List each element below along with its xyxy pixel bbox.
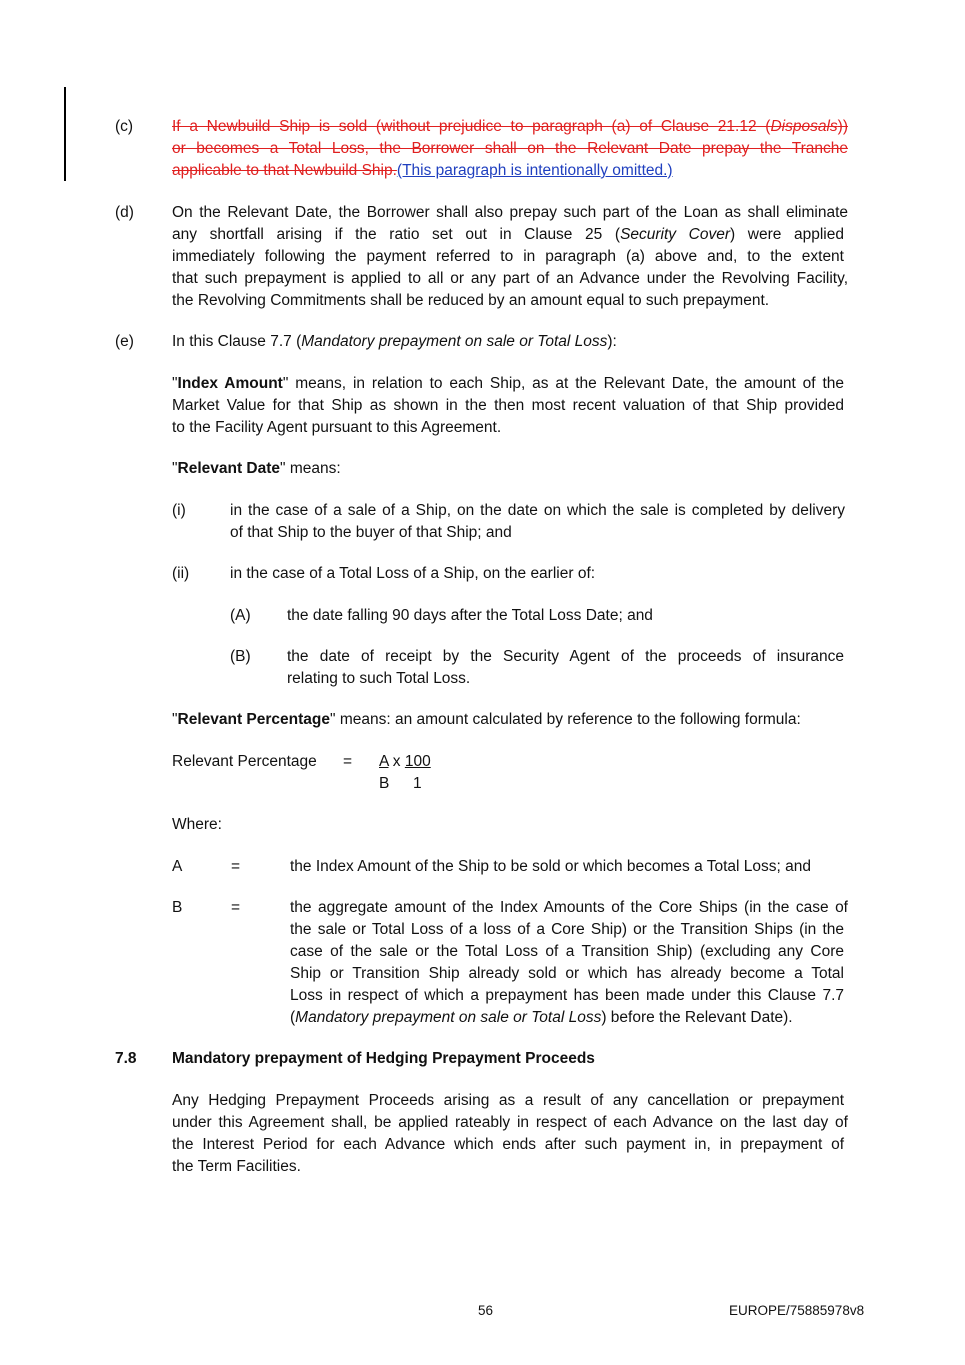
relevant-date-term: Relevant Date bbox=[177, 460, 281, 477]
para-c-deleted-line-2: or becomes a Total Loss, the Borrower shall on the Relevant Date prepay the Tranche bbox=[172, 140, 848, 157]
definition-b-line-5: Loss in respect of which a prepayment has been made under this Clause 7.7 bbox=[290, 987, 844, 1004]
formula-numerator bbox=[379, 751, 431, 773]
para-e-intro: In this Clause 7.7 (Mandatory prepayment on sale or Total Loss): bbox=[172, 333, 617, 350]
para-c-inserted-text: (This paragraph is intentionally omitted.) bbox=[396, 162, 673, 179]
relevant-date-B-line-2: relating to such Total Loss. bbox=[287, 670, 471, 687]
definition-a-symbol: A bbox=[172, 858, 183, 875]
relevant-date-ii-label: (ii) bbox=[172, 565, 190, 582]
page-number: 56 bbox=[478, 1303, 494, 1318]
relevant-date-B-line-1: the date of receipt by the Security Agent of the proceeds of insurance bbox=[287, 648, 844, 665]
para-c-line-3 bbox=[172, 160, 673, 182]
formula-numerator-a: A bbox=[379, 753, 389, 770]
section-7-8-number: 7.8 bbox=[115, 1050, 137, 1067]
para-d-label: (d) bbox=[115, 204, 134, 221]
definition-b-symbol: B bbox=[172, 899, 183, 916]
revision-change-bar bbox=[64, 87, 66, 181]
formula-times: x bbox=[392, 753, 401, 770]
relevant-percentage-term: Relevant Percentage bbox=[177, 711, 331, 728]
index-amount-line-2: Market Value for that Ship as shown in the then most recent valuation of that Ship provided bbox=[172, 397, 844, 414]
relevant-date-i-line-1: in the case of a sale of a Ship, on the date on which the sale is completed by delivery bbox=[230, 502, 845, 519]
definition-b-equals: = bbox=[231, 899, 241, 916]
definition-b-line-3: case of the sale or the Total Loss of a Transition Ship) (excluding any Core bbox=[290, 943, 844, 960]
definition-b-line-2: the sale or Total Loss of a loss of a Core Ship) or the Transition Ships (in the bbox=[290, 921, 844, 938]
relevant-date-A-text: the date falling 90 days after the Total Loss Date; and bbox=[287, 607, 653, 624]
definition-b-line-4: Ship or Transition Ship already sold or which has already become a Total bbox=[290, 965, 844, 982]
relevant-date-i-label: (i) bbox=[172, 502, 186, 519]
para-d-line-3: immediately following the payment referred to in paragraph (a) above and, to the extent bbox=[172, 248, 844, 265]
definition-b-line-1: the aggregate amount of the Index Amounts of the Core Ships (in the case of bbox=[290, 899, 848, 916]
section-7-8-line-4: the Term Facilities. bbox=[172, 1158, 301, 1175]
para-c-deleted-line-1: If a Newbuild Ship is sold (without prejudice to paragraph (a) of Clause 21.12 (Disposals)) bbox=[172, 118, 848, 135]
para-c-label: (c) bbox=[115, 118, 134, 135]
section-7-8-line-1: Any Hedging Prepayment Proceeds arising as a result of any cancellation or prepayment bbox=[172, 1092, 844, 1109]
section-7-8-line-3: the Interest Period for each Advance which ends after such payment in, in prepayment of bbox=[172, 1136, 844, 1153]
relevant-date-A-label: (A) bbox=[230, 607, 251, 624]
relevant-percentage-heading: "Relevant Percentage" means: an amount calculated by reference to the following formula: bbox=[172, 711, 801, 728]
para-d-line-4: that such prepayment is applied to all or any part of an Advance under the Revolving Facility, bbox=[172, 270, 848, 287]
section-7-8-line-2: under this Agreement shall, be applied rateably in respect of each Advance on the last day of bbox=[172, 1114, 848, 1131]
formula-denominator-1: 1 bbox=[413, 775, 422, 792]
definition-b-line-6: (Mandatory prepayment on sale or Total Loss) before the Relevant Date). bbox=[290, 1009, 793, 1026]
para-c-deleted-line-3: applicable to that Newbuild Ship. bbox=[172, 162, 397, 179]
relevant-date-heading: "Relevant Date" means: bbox=[172, 460, 341, 477]
relevant-date-B-label: (B) bbox=[230, 648, 251, 665]
index-amount-line-3: to the Facility Agent pursuant to this Agreement. bbox=[172, 419, 502, 436]
where-label: Where: bbox=[172, 816, 222, 833]
section-7-8-title: Mandatory prepayment of Hedging Prepayment Proceeds bbox=[172, 1050, 595, 1067]
definition-a-text: the Index Amount of the Ship to be sold or which becomes a Total Loss; and bbox=[290, 858, 812, 875]
relevant-date-i-line-2: of that Ship to the buyer of that Ship; and bbox=[230, 524, 512, 541]
index-amount-term: Index Amount bbox=[177, 375, 283, 392]
index-amount-line-1: "Index Amount" means, in relation to each Ship, as at the Relevant Date, the amount of the bbox=[172, 375, 844, 392]
formula-numerator-100: 100 bbox=[404, 753, 431, 770]
para-e-label: (e) bbox=[115, 333, 134, 350]
formula-equals: = bbox=[343, 753, 353, 770]
para-d-line-2: any shortfall arising if the ratio set out in Clause 25 (Security Cover) were applied bbox=[172, 226, 844, 243]
document-reference: EUROPE/75885978v8 bbox=[729, 1303, 865, 1318]
relevant-date-ii-text: in the case of a Total Loss of a Ship, on the earlier of: bbox=[230, 565, 596, 582]
para-d-line-5: the Revolving Commitments shall be reduced by an amount equal to such prepayment. bbox=[172, 292, 770, 309]
definition-a-equals: = bbox=[231, 858, 241, 875]
para-d-line-1: On the Relevant Date, the Borrower shall also prepay such part of the Loan as shall eliminate bbox=[172, 204, 848, 221]
formula-denominator-b: B bbox=[379, 775, 390, 792]
formula-label: Relevant Percentage bbox=[172, 753, 317, 770]
